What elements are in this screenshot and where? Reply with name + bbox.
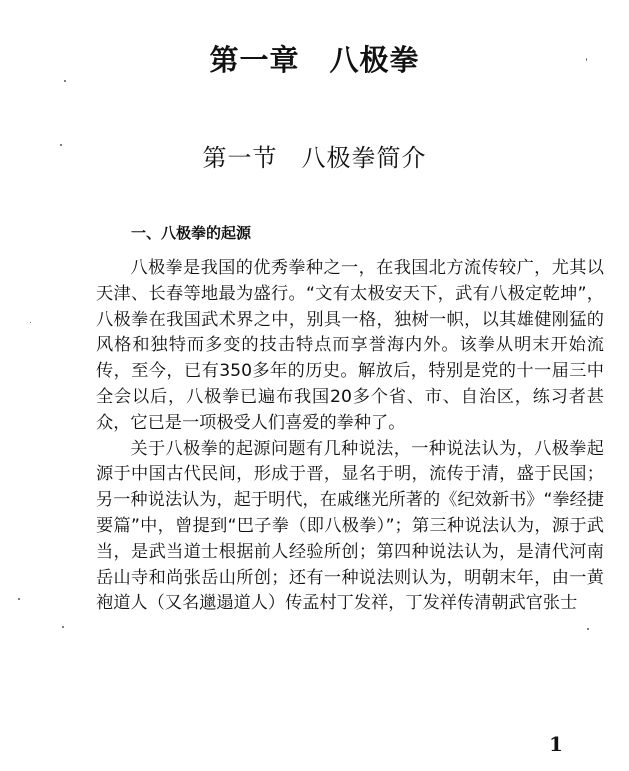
section-number: 第一节 [202,144,278,172]
scan-speck [587,628,589,630]
body-text [96,256,604,617]
chapter-number: 第一章 [209,43,300,77]
scan-speck [62,626,64,628]
scan-speck [60,144,62,146]
subsection-heading: 一、八极拳的起源 [131,224,252,242]
scan-speck [30,322,31,323]
section-title [0,138,629,173]
scan-speck [586,58,587,61]
chapter-name: 八极拳 [329,43,420,77]
page-number: 1 [549,732,563,756]
paragraph-2: 关于八极拳的起源问题有几种说法，一种说法认为，八极拳起源于中国古代民间，形成于晋，显名于明，流传于清，盛于民国；另一种说法认为，起于明代，在戚继光所著的《纪效新书》“拳经捷要篇”中，曾提到“巴子拳（即八极拳）”；第三种说法认为，源于武当，是武当道士根据前人经验所创；第四种说法认为，是清代河南岳山寺和尚张岳山所创；还有一种说法则认为，明朝末年，由一黄袍道人（又名邋遢道人）传孟村丁发祥，丁发祥传清朝武官张士 [96,438,604,614]
paragraph-1: 八极拳是我国的优秀拳种之一，在我国北方流传较广，尤其以天津、长春等地最为盛行。“文有太极安天下，武有八极定乾坤”，八极拳在我国武术界之中，别具一格，独树一帜，以其雄健刚猛的风格和独特而多变的技击特点而享誉海内外。该拳从明末开始流传，至今，已有350多年的历史。解放后，特别是党的十一届三中全会以后，八极拳已遍布我国20多个省、市、自治区，练习者甚众，它已是一项极受人们喜爱的拳种了。 [96,258,604,433]
section-name: 八极拳简介 [301,144,427,172]
scan-speck [18,598,20,600]
chapter-title [0,38,629,79]
scan-speck [64,80,66,82]
